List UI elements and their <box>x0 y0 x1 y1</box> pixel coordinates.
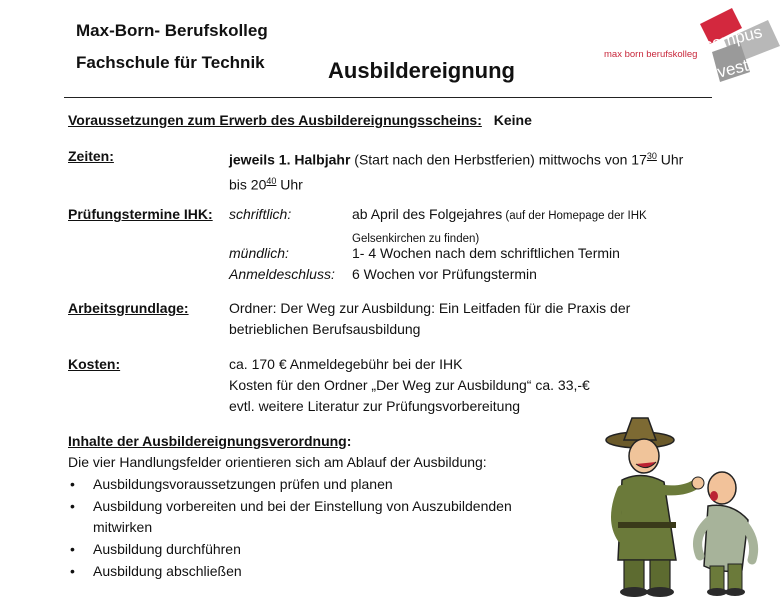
list-item: • Ausbildung durchführen <box>68 539 548 560</box>
arbeit-line2: betrieblichen Berufsausbildung <box>229 321 421 337</box>
zeiten-line2-pre: bis 20 <box>229 176 267 193</box>
zeiten-text <box>229 146 719 195</box>
pruefung-key-anmeldeschluss: Anmeldeschluss: <box>229 266 335 282</box>
school-name: Max-Born- Berufskolleg <box>76 21 268 40</box>
zeiten-label: Zeiten: <box>68 148 114 164</box>
kosten-label: Kosten: <box>68 356 121 372</box>
pruefung-schriftlich-note2: Gelsenkirchen zu finden) <box>352 233 480 245</box>
kosten-line2: Kosten für den Ordner „Der Weg zur Ausbildung“ ca. 33,-€ <box>229 377 590 393</box>
kosten-line1: ca. 170 € Anmeldegebühr bei der IHK <box>229 356 463 372</box>
list-item: • Ausbildungsvoraussetzungen prüfen und planen <box>68 474 548 495</box>
zeiten-detail: (Start nach den Herbstferien) mittwochs von 17 <box>350 151 647 168</box>
zeiten-detail2: Uhr <box>656 151 684 168</box>
pruefung-schriftlich-value: ab April des Folgejahres <box>352 206 503 222</box>
pruefung-key-muendlich: mündlich: <box>229 245 289 261</box>
arbeit-line1: Ordner: Der Weg zur Ausbildung: Ein Leitfaden für die Praxis der <box>229 300 631 316</box>
inhalte-label: Inhalte der Ausbildereignungsverordnung <box>68 433 347 449</box>
inhalte-colon: : <box>346 433 352 449</box>
page-title: Ausbildereignung <box>328 58 515 83</box>
drill-sergeant-illustration <box>592 410 770 597</box>
pruefung-label: Prüfungstermine IHK: <box>68 206 213 222</box>
header-divider <box>64 97 712 98</box>
zeiten-sup1: 30 <box>646 151 657 161</box>
pruefung-key-schriftlich: schriftlich: <box>229 206 292 222</box>
logo-word-vest: vest <box>715 55 751 82</box>
logo-caption: max born berufskolleg <box>604 49 698 60</box>
kosten-text <box>229 354 709 417</box>
pruefung-schriftlich-note: (auf der Homepage der IHK <box>502 210 647 222</box>
list-item: • Ausbildung vorbereiten und bei der Einstellung von Auszubildenden mitwirken <box>68 496 548 538</box>
pruefung-value-muendlich: 1- 4 Wochen nach dem schriftlichen Termin <box>352 245 620 261</box>
arbeit-text <box>229 298 709 340</box>
campus-vest-logo <box>694 2 782 82</box>
prereq-row <box>68 110 532 131</box>
zeiten-line2-post: Uhr <box>276 176 303 193</box>
list-item: • Ausbildung abschließen <box>68 561 548 582</box>
pruefung-value-anmeldeschluss: 6 Wochen vor Prüfungstermin <box>352 266 537 282</box>
prereq-label: Voraussetzungen zum Erwerb des Ausbildereignungsscheins: <box>68 112 482 128</box>
prereq-value: Keine <box>493 112 532 128</box>
handlungsfelder-list <box>68 474 548 583</box>
logo-word-campus: campus <box>701 22 765 56</box>
school-department: Fachschule für Technik <box>76 53 265 72</box>
arbeit-label: Arbeitsgrundlage: <box>68 300 189 316</box>
kosten-line3: evtl. weitere Literatur zur Prüfungsvorbereitung <box>229 398 521 414</box>
zeiten-bold: jeweils 1. Halbjahr <box>229 151 351 168</box>
inhalte-heading <box>68 431 351 452</box>
inhalte-intro: Die vier Handlungsfelder orientieren sich am Ablauf der Ausbildung: <box>68 454 487 470</box>
zeiten-sup2: 40 <box>266 175 277 186</box>
